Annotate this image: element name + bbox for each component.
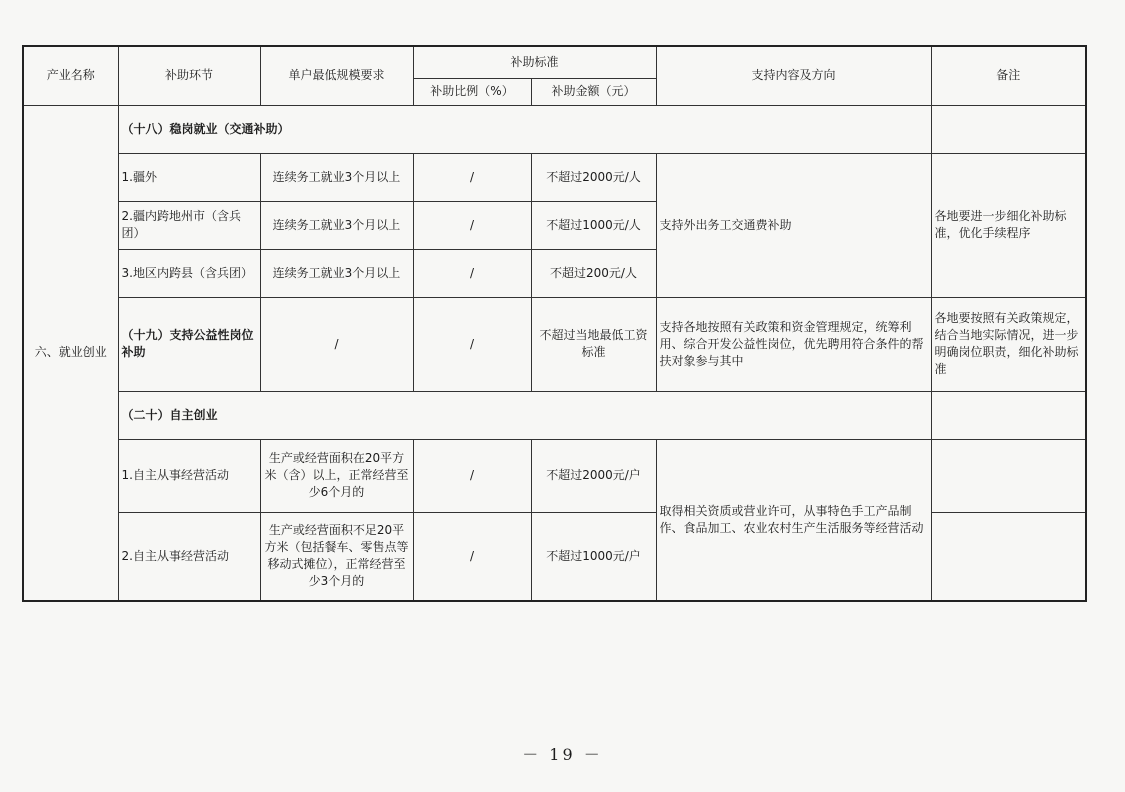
subsidy-link-cell: 2.自主从事经营活动 <box>118 512 260 601</box>
ratio-cell: / <box>413 512 531 601</box>
support-cell: 取得相关资质或营业许可，从事特色手工产品制作、食品加工、农业农村生产生活服务等经营活动 <box>656 439 931 601</box>
ratio-cell: / <box>413 249 531 297</box>
amount-cell: 不超过2000元/人 <box>531 153 656 201</box>
remarks-cell-empty <box>931 439 1086 512</box>
amount-cell: 不超过1000元/人 <box>531 201 656 249</box>
ratio-cell: / <box>413 153 531 201</box>
industry-cell: 六、就业创业 <box>23 105 118 601</box>
subsidy-table <box>22 45 1087 602</box>
header-remarks: 备注 <box>931 46 1086 105</box>
min-scale-cell: / <box>260 297 413 391</box>
amount-cell: 不超过2000元/户 <box>531 439 656 512</box>
header-subsidy-link: 补助环节 <box>118 46 260 105</box>
remarks-cell: 各地要按照有关政策规定，结合当地实际情况，进一步明确岗位职责，细化补助标准 <box>931 297 1086 391</box>
min-scale-cell: 生产或经营面积不足20平方米（包括餐车、零售点等移动式摊位），正常经营至少3个月的 <box>260 512 413 601</box>
ratio-cell: / <box>413 201 531 249</box>
amount-cell: 不超过当地最低工资标准 <box>531 297 656 391</box>
ratio-cell: / <box>413 297 531 391</box>
subsidy-link-cell: 1.自主从事经营活动 <box>118 439 260 512</box>
header-standard: 补助标准 <box>413 46 656 78</box>
header-industry-name: 产业名称 <box>23 46 118 105</box>
header-amount: 补助金额（元） <box>531 78 656 105</box>
min-scale-cell: 连续务工就业3个月以上 <box>260 249 413 297</box>
support-cell: 支持各地按照有关政策和资金管理规定，统筹利用、综合开发公益性岗位，优先聘用符合条件的帮扶对象参与其中 <box>656 297 931 391</box>
ratio-cell: / <box>413 439 531 512</box>
remarks-cell-empty <box>931 105 1086 153</box>
min-scale-cell: 连续务工就业3个月以上 <box>260 201 413 249</box>
subsidy-link-cell: 1.疆外 <box>118 153 260 201</box>
section-title: （十九）支持公益性岗位补助 <box>118 297 260 391</box>
remarks-cell-empty <box>931 512 1086 601</box>
support-cell: 支持外出务工交通费补助 <box>656 153 931 297</box>
subsidy-link-cell: 2.疆内跨地州市（含兵团） <box>118 201 260 249</box>
min-scale-cell: 生产或经营面积在20平方米（含）以上，正常经营至少6个月的 <box>260 439 413 512</box>
section-title: （十八）稳岗就业（交通补助） <box>118 105 931 153</box>
amount-cell: 不超过200元/人 <box>531 249 656 297</box>
subsidy-link-cell: 3.地区内跨县（含兵团） <box>118 249 260 297</box>
remarks-cell: 各地要进一步细化补助标准，优化手续程序 <box>931 153 1086 297</box>
remarks-cell-empty <box>931 391 1086 439</box>
header-support: 支持内容及方向 <box>656 46 931 105</box>
header-min-scale: 单户最低规模要求 <box>260 46 413 105</box>
min-scale-cell: 连续务工就业3个月以上 <box>260 153 413 201</box>
section-title: （二十）自主创业 <box>118 391 931 439</box>
page-number: － 19 － <box>522 745 603 764</box>
header-ratio: 补助比例（%） <box>413 78 531 105</box>
amount-cell: 不超过1000元/户 <box>531 512 656 601</box>
